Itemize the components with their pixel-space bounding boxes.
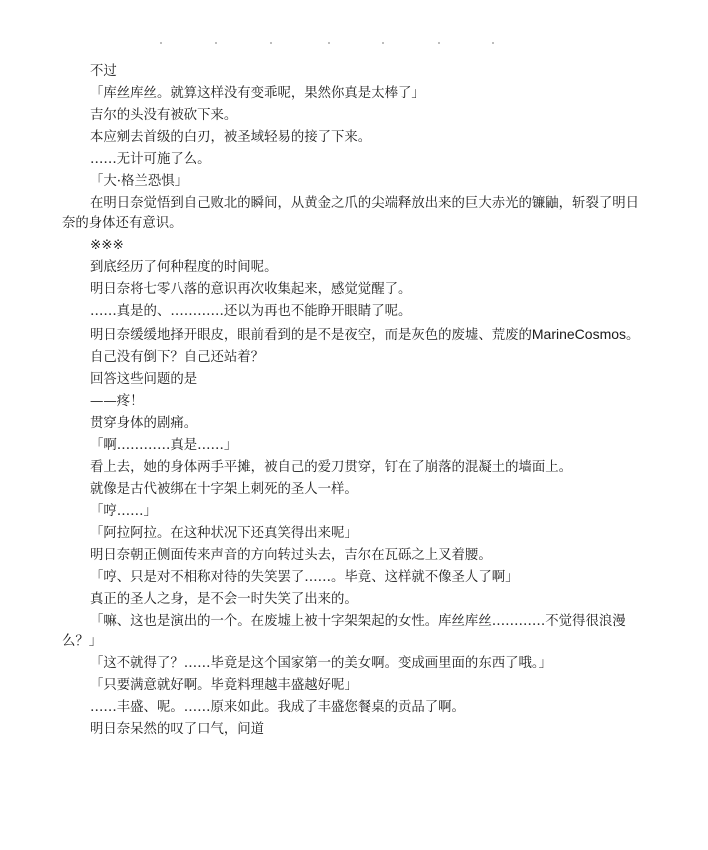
paragraph: 真正的圣人之身，是不会一时失笑了出来的。 xyxy=(90,592,358,607)
paragraph: 「大·格兰恐惧」 xyxy=(90,174,188,189)
paragraph: ……丰盛、呢。……原来如此。我成了丰盛您餐桌的贡品了啊。 xyxy=(90,700,465,715)
page-header-marks xyxy=(120,40,540,48)
paragraph: 「这不就得了？……毕竟是这个国家第一的美女啊。变成画里面的东西了哦。」 xyxy=(90,656,552,671)
paragraph: 「哼……」 xyxy=(90,504,157,519)
paragraph: 在明日奈觉悟到自己败北的瞬间，从黄金之爪的尖端释放出来的巨大赤光的镰鼬，斩裂了明日奈的身体还有意识。 xyxy=(62,196,640,231)
paragraph: 回答这些问题的是 xyxy=(90,372,198,387)
paragraph: 看上去，她的身体两手平摊，被自己的爱刀贯穿，钉在了崩落的混凝土的墙面上。 xyxy=(90,460,573,475)
paragraph: 「阿拉阿拉。在这种状况下还真笑得出来呢」 xyxy=(90,526,358,541)
paragraph: 「哼、只是对不相称对待的失笑罢了……。毕竟、这样就不像圣人了啊」 xyxy=(90,570,519,585)
paragraph: 到底经历了何种程度的时间呢。 xyxy=(90,260,278,275)
paragraph: 「嘛、这也是演出的一个。在废墟上被十字架架起的女性。库丝库丝…………不觉得很浪漫么？」 xyxy=(62,614,626,649)
paragraph: 贯穿身体的剧痛。 xyxy=(90,416,198,431)
paragraph: 就像是古代被绑在十字架上刺死的圣人一样。 xyxy=(90,482,358,497)
latin-text: MarineCosmos xyxy=(531,326,627,342)
paragraph: 明日奈呆然的叹了口气，问道 xyxy=(90,722,265,737)
paragraph: 「库丝库丝。就算这样没有变乖呢，果然你真是太棒了」 xyxy=(90,86,425,101)
section-divider: ※※※ xyxy=(90,238,124,253)
paragraph: 明日奈朝正侧面传来声音的方向转过头去，吉尔在瓦砾之上叉着腰。 xyxy=(90,548,492,563)
paragraph: 明日奈将七零八落的意识再次收集起来，感觉觉醒了。 xyxy=(90,282,412,297)
paragraph: ……真是的、…………还以为再也不能睁开眼睛了呢。 xyxy=(90,304,412,319)
paragraph: ……无计可施了么。 xyxy=(90,152,211,167)
body-text xyxy=(62,62,650,742)
paragraph: ——疼！ xyxy=(90,394,144,409)
paragraph: 「啊…………真是……」 xyxy=(90,438,238,453)
paragraph: 自己没有倒下？自己还站着？ xyxy=(90,350,265,365)
paragraph: 不过 xyxy=(90,64,117,79)
paragraph: 吉尔的头没有被砍下来。 xyxy=(90,108,238,123)
paragraph: 本应剜去首级的白刃，被圣域轻易的接了下来。 xyxy=(90,130,372,145)
paragraph: 「只要满意就好啊。毕竟料理越丰盛越好呢」 xyxy=(90,678,358,693)
paragraph: 明日奈缓缓地择开眼皮，眼前看到的是不是夜空，而是灰色的废墟、荒废的MarineCosmos。 xyxy=(90,326,640,343)
